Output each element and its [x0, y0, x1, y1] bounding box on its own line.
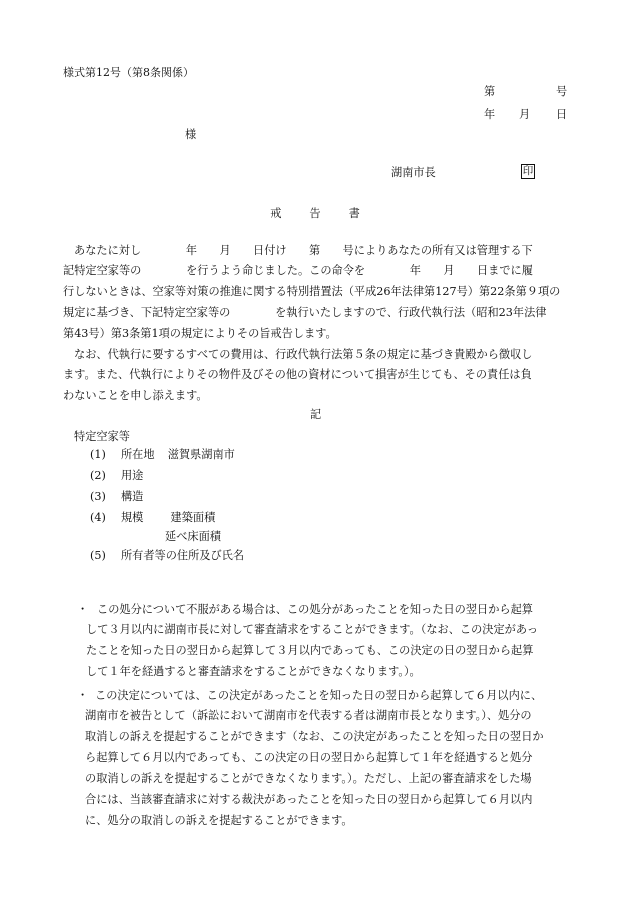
title-char: 戒: [270, 207, 282, 220]
property-item-structure: [90, 491, 143, 502]
note-bullet: ・: [77, 689, 89, 702]
item-value: 滋賀県湖南市: [167, 448, 235, 461]
property-item-scale: [90, 512, 215, 523]
paragraph-line: 規定に基づき、下記特定空家等の を執行いたしますので、行政代執行法（昭和23年法律: [63, 306, 547, 319]
form-number: 様式第12号（第8条関係）: [63, 66, 194, 79]
property-item-owner: [90, 550, 244, 561]
item-label: 構造: [120, 490, 144, 503]
addressee-honorific: 様: [185, 128, 197, 141]
issuer-name: 湖南市長: [391, 166, 436, 179]
note-line: して３月以内に湖南市長に対して審査請求をすることができます。（なお、この決定があっ: [86, 623, 539, 636]
item-label: 所在地: [120, 448, 155, 461]
item-number: (4): [90, 511, 106, 524]
item-number: (1): [90, 448, 106, 461]
item-label: 規模: [120, 511, 144, 524]
item-label: 用途: [120, 469, 144, 482]
note-line: たことを知った日の翌日から起算して３月以内であっても、この決定の日の翌日から起算: [86, 644, 534, 657]
document-number-suffix: 号: [556, 85, 568, 98]
note-line: 取消しの訴えを提起することができます（なお、この決定があったことを知った日の翌日か: [85, 730, 544, 743]
note-line: この決定については、この決定があったことを知った日の翌日から起算して６月以内に、: [95, 689, 543, 702]
note-line: この処分について不服がある場合は、この処分があったことを知った日の翌日から起算: [97, 603, 533, 616]
note-line: の取消しの訴えを提起することができなくなります。）。ただし、上記の審査請求をした場: [85, 772, 532, 785]
note-line: 合には、当該審査請求に対する裁決があったことを知った日の翌日から起算して６月以内: [85, 793, 533, 806]
title-char: 書: [348, 207, 360, 220]
date-month: 月: [519, 108, 531, 121]
seal-stamp: 印: [522, 165, 534, 178]
item-value: 建築面積: [170, 511, 216, 524]
document-number-prefix: 第: [484, 85, 496, 98]
paragraph-line: 記特定空家等の を行うよう命じました。この命令を 年 月 日までに履: [63, 264, 533, 277]
paragraph-line: あなたに対し 年 月 日付け 第 号によりあなたの所有又は管理する下: [74, 244, 533, 257]
paragraph-line: わないことを申し添えます。: [63, 389, 208, 402]
note-line: に、処分の取消しの訴えを提起することができます。: [85, 814, 353, 827]
title-char: 告: [309, 207, 321, 220]
paragraph-line: ます。また、代執行によりその物件及びその他の資材について損害が生じても、その責任は負: [63, 368, 532, 381]
note-bullet: ・: [77, 603, 89, 616]
paragraph-line: 行しないときは、空家等対策の推進に関する特別措置法（平成26年法律第127号）第22条第９項の: [63, 285, 561, 298]
item-number: (5): [90, 549, 106, 562]
paragraph-line: なお、代執行に要するすべての費用は、行政代執行法第５条の規定に基づき貴殿から徴収し: [74, 348, 533, 361]
note-line: して１年を経過すると審査請求をすることができなくなります。）。: [86, 665, 421, 678]
property-item-use: [90, 470, 143, 481]
paragraph-line: 第43号）第3条第1項の規定によりその旨戒告します。: [63, 327, 337, 340]
note-line: 湖南市を被告として（訴訟において湖南市を代表する者は湖南市長となります。）、処分の: [85, 709, 532, 722]
date-year: 年: [484, 108, 496, 121]
date-day: 日: [556, 108, 568, 121]
item-label: 所有者等の住所及び氏名: [120, 549, 245, 562]
property-item-floor-area: [165, 531, 221, 542]
specified-property-heading: 特定空家等: [74, 430, 130, 443]
document-title: [0, 208, 630, 219]
item-value: 延べ床面積: [165, 530, 221, 543]
item-number: (2): [90, 469, 106, 482]
note-line: ら起算して６月以内であっても、この決定の日の翌日から起算して１年を経過すると処分: [85, 751, 533, 764]
item-number: (3): [90, 490, 106, 503]
ki-heading: 記: [310, 408, 322, 421]
property-item-location: [90, 449, 235, 460]
